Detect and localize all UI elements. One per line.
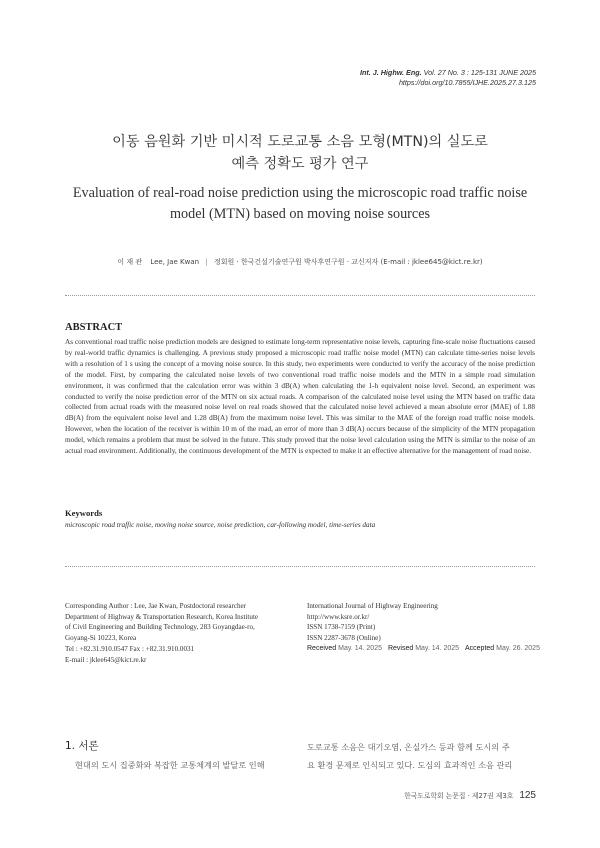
correspondence-line: E-mail : jklee645@kict.re.kr [65, 655, 147, 664]
accepted-date: May. 26. 2025 [496, 644, 540, 652]
abstract-heading: ABSTRACT [65, 322, 123, 333]
korean-title-line2: 예측 정확도 평가 연구 [231, 156, 369, 172]
journal-info-block [307, 601, 540, 655]
journal-volume: Vol. 27 No. 3 : 125-131 JUNE 2025 [423, 68, 536, 77]
divider-top [65, 295, 535, 296]
korean-title [0, 131, 600, 175]
body-text-right-line2: 요 환경 문제로 인식되고 있다. 도심의 효과적인 소음 관리 [307, 760, 513, 770]
journal-info-line: International Journal of Highway Engineering [307, 602, 438, 610]
english-title-line1: Evaluation of real-road noise prediction using the microscopic road traffic noise [72, 185, 528, 201]
accepted-label: Accepted [464, 644, 495, 652]
abstract-text: As conventional road traffic noise prediction models are designed to estimate long-term representative noise levels, capturing fine-scale noise fluctuations caused by real-world traffic dynamics is challenging. A previous study proposed a microscopic road traffic noise model (MTN) can calculate time-series noise levels with a resolution of 1 s using the concept of a moving noise source. In this study, two experiments were conducted to verify the accuracy of the noise prediction of the model. First, by comparing the calculated noise levels of two conventional road traffic noise models and the MTN in a simple road simulation environment, it was confirmed that the calculation error was within 3 dB(A) when calculating the 1-h equivalent noise level. Second, an experiment was conducted to verify the noise prediction error of the MTN on six actual roads. A comparison of the calculated noise level using the MTN based on traffic data collected from actual roads with the measured noise level on real roads showed that the calculated noise level achieved a mean absolute error (MAE) of 1.88 dB(A) from the equivalent noise level and 1.28 dB(A) from the maximum noise level. This was similar to the MAE of the foreign road traffic noise models. However, when the location of the receiver is within 10 m of the road, an error of more than 3 dB(A) occurs because of the simplicity of the MTN propagation model, which remains a problem that must be solved in the future. This study proved that the noise level calculation using the MTN is similar to the noise of an actual road environment. Additionally, the continuous development of the MTN is expected to make it an effective alternative for the management of road noise. [65, 338, 535, 456]
english-title [40, 183, 560, 224]
revised-label: Revised [387, 644, 414, 652]
author-affiliation: 정회원 · 한국건설기술연구원 박사후연구원 · 교신저자 (E-mail : jklee645@kict.re.kr) [213, 258, 483, 266]
section-heading: 1. 서론 [65, 740, 99, 752]
correspondence-line: Goyang-Si 10223, Korea [65, 634, 137, 643]
received-label: Received [307, 644, 337, 652]
footer-journal-issue: 한국도로학회 논문집 · 제27권 제3호 [404, 792, 514, 800]
journal-header [360, 68, 536, 88]
author-separator: | [205, 258, 208, 266]
revised-date: May. 14. 2025 [415, 644, 460, 652]
correspondence-line: Tel : +82.31.910.0547 Fax : +82.31.910.0031 [65, 644, 195, 653]
correspondence-line: of Civil Engineering and Building Technology, 283 Goyangdae-ro, [65, 623, 255, 632]
received-dates [307, 644, 540, 655]
korean-title-line1: 이동 음원화 기반 미시적 도로교통 소음 모형(MTN)의 실도로 [112, 134, 488, 150]
page-number: 125 [519, 790, 536, 801]
author-korean-name: 이 재 관 [117, 258, 143, 266]
journal-info-line: ISSN 2287-3678 (Online) [307, 634, 381, 643]
journal-info-line: http://www.ksre.or.kr/ [307, 612, 370, 621]
journal-info-line: ISSN 1738-7159 (Print) [307, 623, 376, 632]
page-footer [404, 790, 536, 801]
received-date: May. 14. 2025 [338, 644, 382, 652]
body-text-right-line1: 도로교통 소음은 대기오염, 온실가스 등과 함께 도시의 주 [307, 742, 510, 752]
keywords-heading: Keywords [65, 508, 103, 518]
author-line [0, 257, 600, 267]
correspondence-line: Department of Highway & Transportation Research, Korea Institute [65, 612, 259, 621]
correspondence-block [65, 601, 258, 665]
body-text-left: 현대의 도시 집중화와 복잡한 교통체계의 발달로 인해 [75, 760, 265, 770]
english-title-line2: model (MTN) based on moving noise sources [169, 205, 431, 222]
correspondence-line: Corresponding Author : Lee, Jae Kwan, Postdoctoral researcher [65, 602, 247, 610]
journal-name: Int. J. Highw. Eng. [359, 68, 422, 77]
journal-doi: https://doi.org/10.7855/IJHE.2025.27.3.125 [398, 78, 536, 87]
keywords-text: microscopic road traffic noise, moving noise source, noise prediction, car-following model, time-series data [65, 521, 376, 529]
author-english-name: Lee, Jae Kwan [150, 258, 200, 266]
divider-bottom [65, 566, 535, 567]
